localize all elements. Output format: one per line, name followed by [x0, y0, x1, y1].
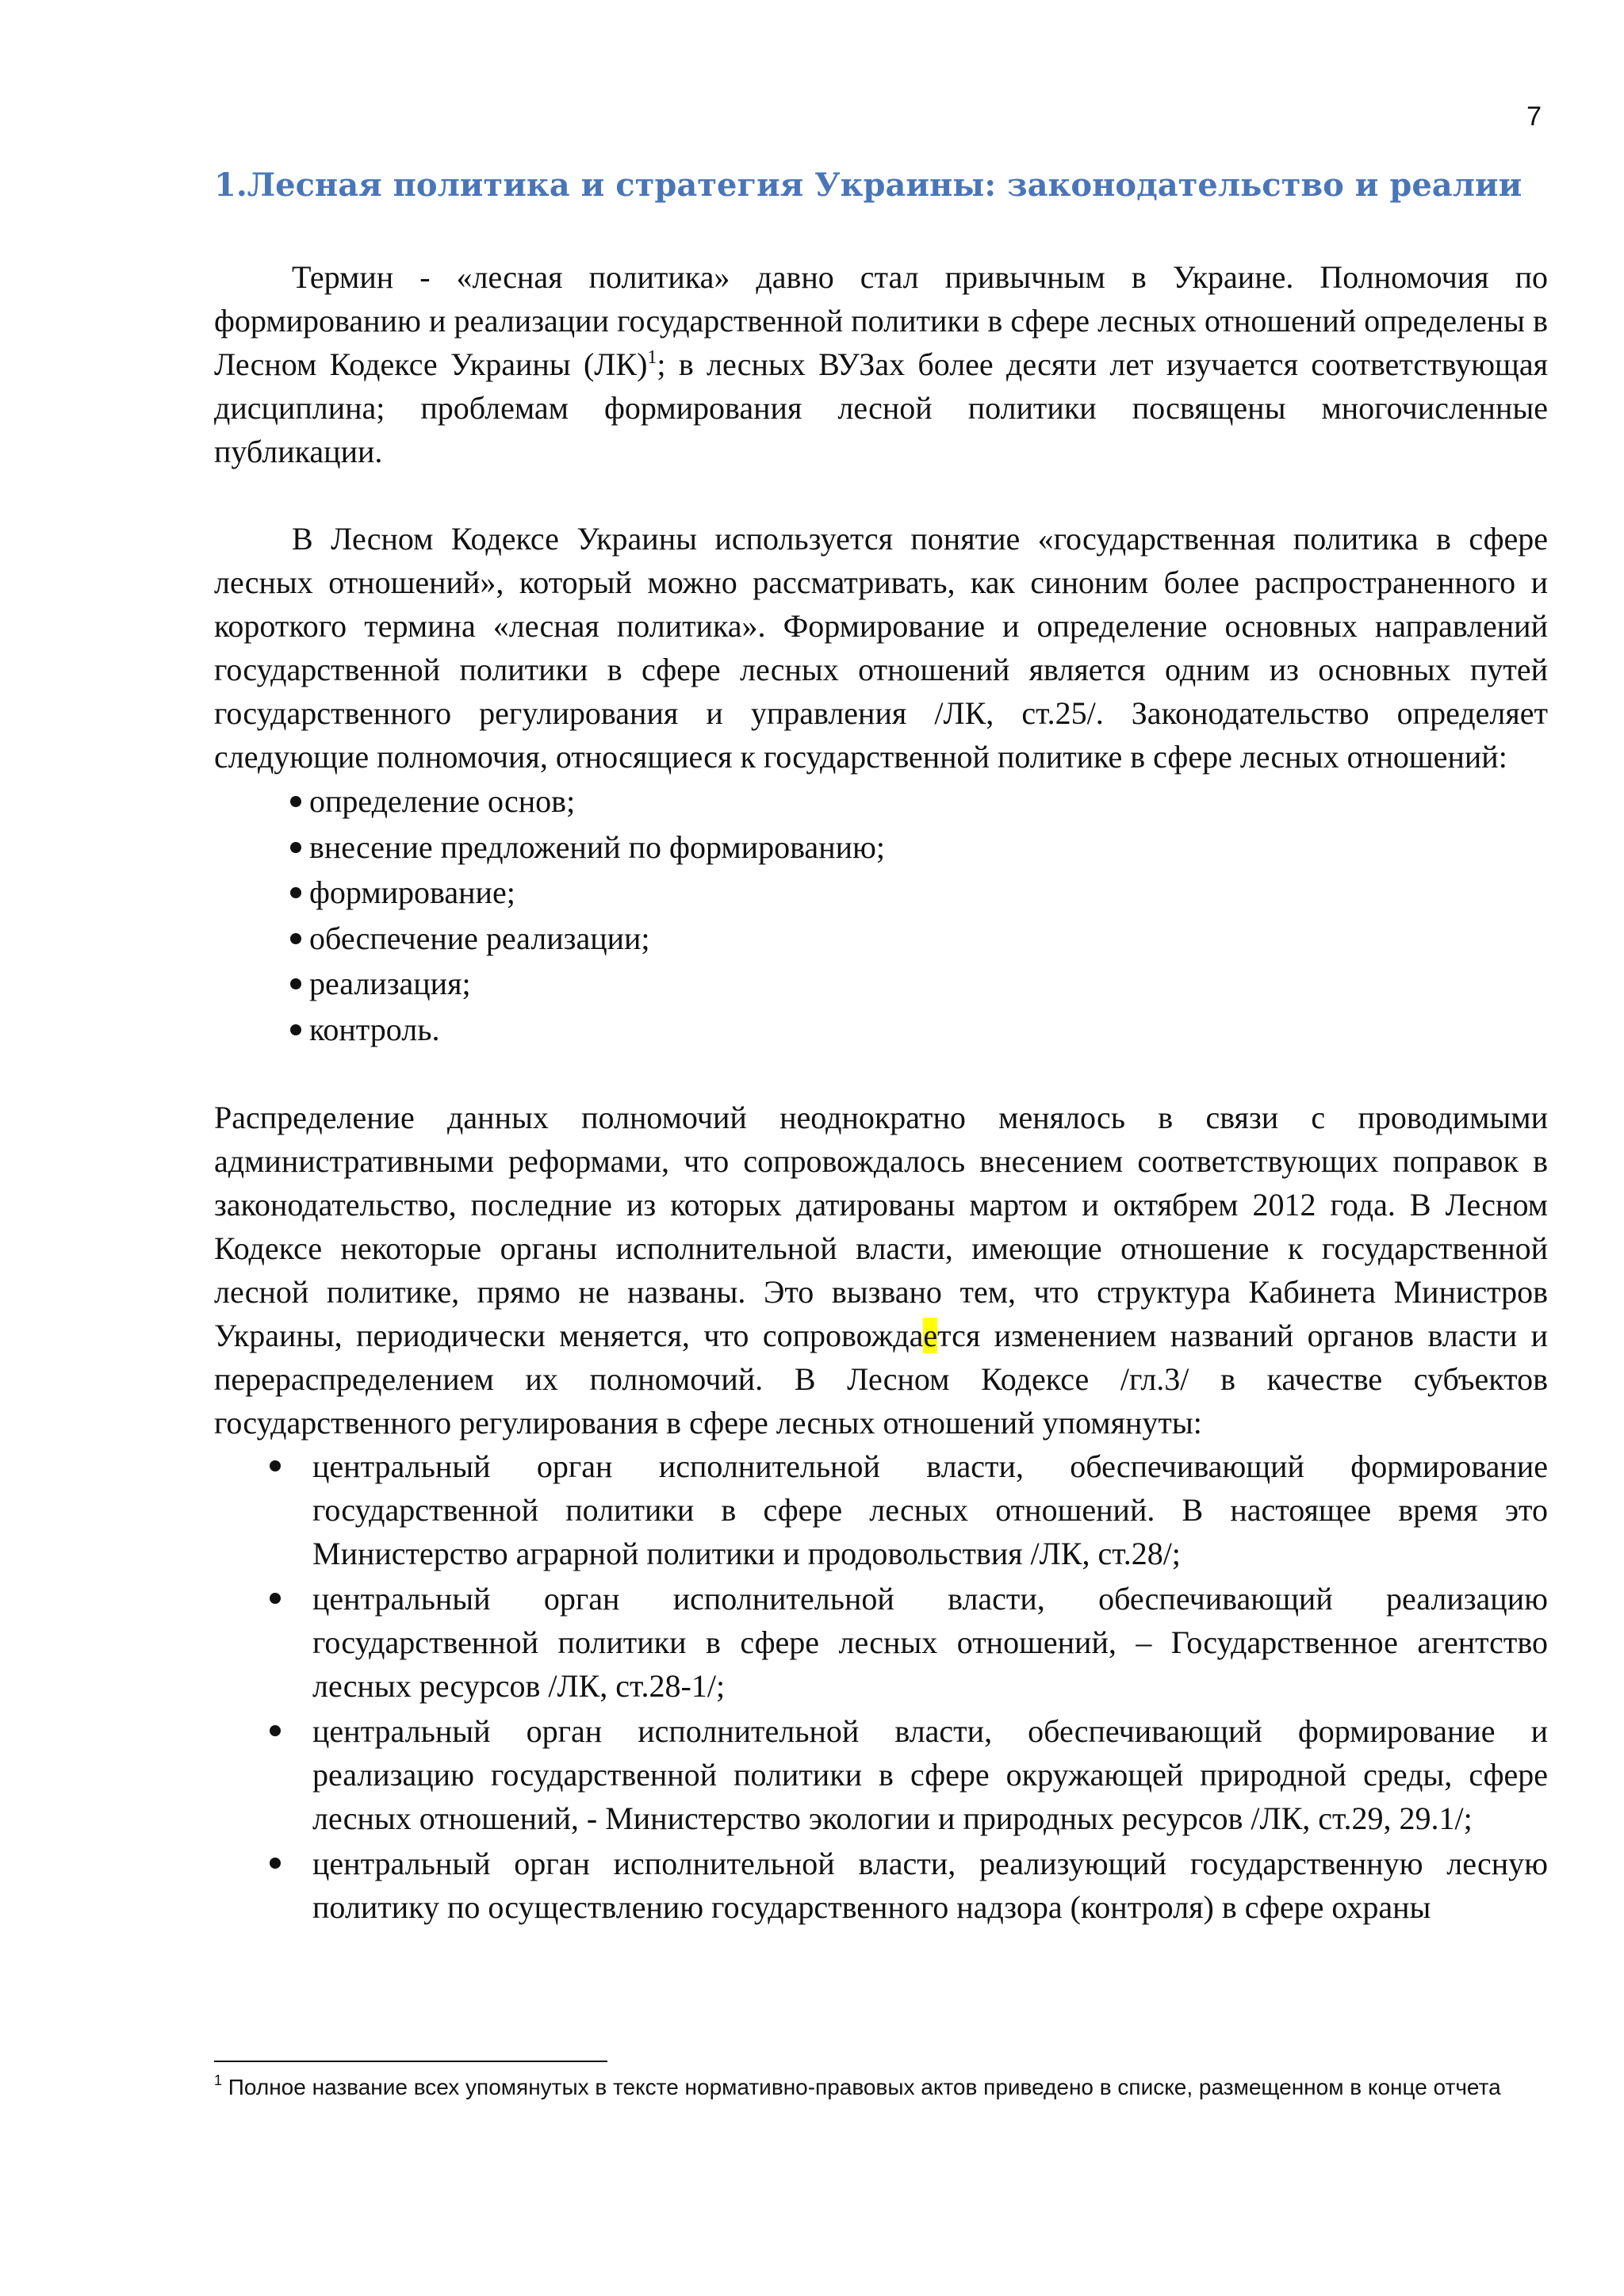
paragraph-distribution-text-b: тся изменением названий органов власти и перераспределением их полномочий. В Лесном Кодексе /гл.3/ в качестве субъектов государственного регулирования в сфере лесных отношений упомянуты: — [214, 1318, 1548, 1441]
footnote — [214, 2071, 1548, 2104]
list-item: определение основ; — [290, 779, 1548, 825]
footnote-text: Полное название всех упомянутых в тексте нормативно-правовых актов приведено в списке, размещенном в конце отчета — [222, 2075, 1501, 2099]
list-item: формирование; — [290, 870, 1548, 916]
paragraph-distribution-text-a: Распределение данных полномочий неоднократно менялось в связи с проводимыми административными реформами, что сопровождалось внесением соответствующих поправок в законодательство, последние из которых датированы мартом и октябрем 2012 года. В Лесном Кодексе некоторые органы исполнительной власти, имеющие отношение к государственной лесной политике, прямо не названы. Это вызвано тем, что структура Кабинета Министров Украины, периодически меняется, что сопровожда — [214, 1100, 1548, 1353]
paragraph-intro — [214, 255, 1548, 473]
footnote-reference: 1 — [647, 347, 657, 368]
list-item: контроль. — [290, 1007, 1548, 1053]
list-item: центральный орган исполнительной власти, обеспечивающий формирование и реализацию государственной политики в сфере окружающей природной среды, сфере лесных отношений, - Министерство экологии и природных ресурсов /ЛК, ст.29, 29.1/; — [312, 1709, 1548, 1840]
body-text — [214, 255, 1548, 1931]
powers-list — [214, 779, 1548, 1052]
paragraph-intro-text-b: ; в лесных ВУЗах более десяти лет изучается соответствующая дисциплина; проблемам формирования лесной политики посвящены многочисленные публикации. — [214, 346, 1548, 469]
list-item: реализация; — [290, 961, 1548, 1007]
list-item: обеспечение реализации; — [290, 916, 1548, 962]
list-item: центральный орган исполнительной власти, обеспечивающий реализацию государственной политики в сфере лесных отношений, – Государственное агентство лесных ресурсов /ЛК, ст.28-1/; — [312, 1577, 1548, 1708]
paragraph-intro-text-a: Термин - «лесная политика» давно стал привычным в Украине. Полномочия по формированию и реализации государственной политики в сфере лесных отношений определены в Лесном Кодексе Украины (ЛК) — [214, 259, 1548, 382]
list-item: центральный орган исполнительной власти, обеспечивающий формирование государственной политики в сфере лесных отношений. В настоящее время это Министерство аграрной политики и продовольствия /ЛК, ст.28/; — [312, 1445, 1548, 1575]
authorities-list — [214, 1445, 1548, 1929]
paragraph-forest-code: В Лесном Кодексе Украины используется понятие «государственная политика в сфере лесных отношений», который можно рассматривать, как синоним более распространенного и короткого термина «лесная политика». Формирование и определение основных направлений государственной политики в сфере лесных отношений является одним из основных путей государственного регулирования и управления /ЛК, ст.25/. Законодательство определяет следующие полномочия, относящиеся к государственной политике в сфере лесных отношений: — [214, 521, 1548, 775]
footnote-separator — [214, 2061, 607, 2062]
paragraph-gap — [214, 473, 1548, 517]
list-item: внесение предложений по формированию; — [290, 825, 1548, 871]
page-number: 7 — [1526, 101, 1542, 132]
section-heading: 1.Лесная политика и стратегия Украины: законодательство и реалии — [214, 166, 1522, 204]
highlighted-text: е — [923, 1318, 938, 1353]
paragraph-distribution — [214, 1096, 1548, 1445]
footnote-mark: 1 — [214, 2072, 223, 2088]
list-item: центральный орган исполнительной власти, реализующий государственную лесную политику по осуществлению государственного надзора (контроля) в сфере охраны — [312, 1842, 1548, 1929]
paragraph-gap — [214, 1052, 1548, 1096]
